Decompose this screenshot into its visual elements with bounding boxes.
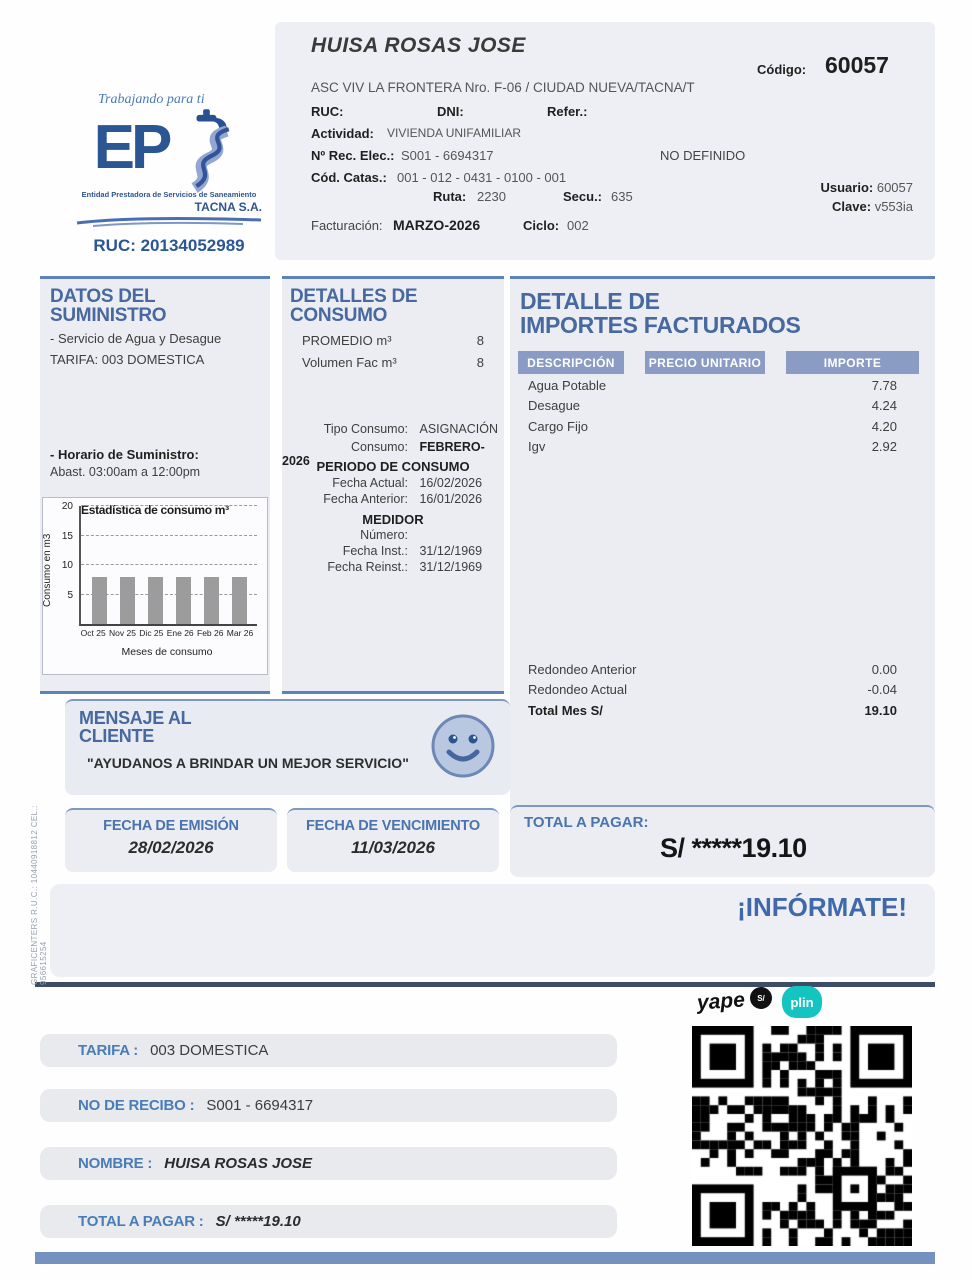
service-type: - Servicio de Agua y Desague bbox=[50, 331, 222, 346]
row-desc: Agua Potable bbox=[528, 378, 607, 393]
informate-text: ¡INFÓRMATE! bbox=[737, 892, 907, 922]
medidor-heading: MEDIDOR bbox=[362, 512, 424, 527]
footer-recibo-value: S001 - 6694317 bbox=[206, 1097, 314, 1114]
importes-title-line1: DETALLE DE bbox=[520, 288, 660, 314]
fecha-actual-value: 16/02/2026 bbox=[419, 476, 483, 490]
chart-xtick: Mar 26 bbox=[226, 628, 254, 638]
logo-brand-text: EP bbox=[93, 113, 169, 182]
fecha-vencimiento-box bbox=[287, 808, 499, 872]
footer-nombre-value: HUISA ROSAS JOSE bbox=[164, 1155, 313, 1172]
secu-value: 635 bbox=[611, 189, 633, 204]
fecha-reinst-row bbox=[282, 560, 504, 574]
usuario-label: Usuario: bbox=[820, 180, 874, 195]
total-mes-value: 19.10 bbox=[864, 703, 897, 718]
table-row bbox=[528, 378, 897, 393]
row-desc: Desague bbox=[528, 398, 581, 413]
detalles-consumo-panel bbox=[282, 276, 504, 694]
promedio-row bbox=[302, 333, 484, 348]
codigo-value: 60057 bbox=[825, 52, 889, 78]
cod-catas-value: 001 - 012 - 0431 - 0100 - 001 bbox=[397, 170, 567, 185]
chart-bar bbox=[232, 577, 247, 624]
column-descripcion: DESCRIPCIÓN bbox=[518, 351, 624, 374]
logo-subtitle: Entidad Prestadora de Servicios de Saneamiento bbox=[81, 190, 257, 199]
cod-catas-label: Cód. Catas.: bbox=[311, 170, 387, 185]
chart-gridline bbox=[81, 594, 257, 595]
volumen-label: Volumen Fac m³ bbox=[302, 355, 397, 370]
footer-total-label: TOTAL A PAGAR : bbox=[78, 1213, 204, 1230]
chart-yaxis bbox=[49, 501, 77, 624]
total-mes-label: Total Mes S/ bbox=[528, 703, 603, 718]
company-ruc: RUC: 20134052989 bbox=[93, 236, 245, 255]
fecha-vencimiento-value: 11/03/2026 bbox=[351, 838, 435, 857]
total-mes-row bbox=[528, 703, 897, 718]
numero-row bbox=[282, 528, 504, 542]
datos-suministro-panel bbox=[40, 276, 270, 694]
fecha-emision-box bbox=[65, 808, 277, 872]
tipo-consumo-label: Tipo Consumo: bbox=[323, 422, 408, 436]
footer-row-recibo bbox=[40, 1089, 617, 1122]
chart-bar bbox=[148, 577, 163, 624]
redondeo-actual-label: Redondeo Actual bbox=[528, 682, 628, 697]
detalles-consumo-title bbox=[290, 287, 417, 326]
logo-company-name: TACNA S.A. bbox=[194, 200, 262, 214]
consumo-value: FEBRERO-2026 bbox=[282, 440, 485, 468]
total-pagar-box bbox=[510, 805, 935, 877]
chart-gridline bbox=[81, 535, 257, 536]
table-row bbox=[528, 439, 897, 454]
refer-label: Refer.: bbox=[547, 104, 588, 119]
footer-row-tarifa bbox=[40, 1034, 617, 1067]
row-desc: Igv bbox=[528, 439, 546, 454]
column-importe: IMPORTE bbox=[786, 351, 919, 374]
codigo-label: Código: bbox=[757, 62, 807, 77]
fecha-anterior-row bbox=[282, 492, 504, 506]
importes-title-line2: IMPORTES FACTURADOS bbox=[520, 312, 801, 339]
footer-recibo-label: NO DE RECIBO : bbox=[78, 1097, 195, 1114]
chart-xtick: Oct 25 bbox=[80, 628, 106, 638]
footer-row-total bbox=[40, 1205, 617, 1238]
redondeo-actual-row bbox=[528, 682, 897, 697]
consumo-title-line2: CONSUMO bbox=[290, 305, 388, 327]
consumo-label: Consumo: bbox=[351, 440, 408, 454]
ciclo-label: Ciclo: bbox=[523, 218, 560, 233]
chart-xtick: Nov 25 bbox=[109, 628, 136, 638]
fecha-anterior-value: 16/01/2026 bbox=[419, 492, 483, 506]
chart-ytick: 20 bbox=[61, 501, 73, 512]
chart-gridline bbox=[81, 505, 257, 506]
chart-x-axis-label: Meses de consumo bbox=[121, 646, 213, 658]
smiley-icon bbox=[430, 713, 496, 784]
redondeo-anterior-value: 0.00 bbox=[871, 662, 897, 677]
redondeo-actual-value: -0.04 bbox=[867, 682, 897, 697]
total-pagar-label: TOTAL A PAGAR: bbox=[524, 814, 649, 831]
chart-ytick: 10 bbox=[61, 560, 73, 571]
chart-y-axis-label: Consumo en m3 bbox=[42, 533, 53, 607]
footer-tarifa-value: 003 DOMESTICA bbox=[150, 1042, 269, 1059]
ruta-label: Ruta: bbox=[433, 189, 467, 204]
numero-label: Número: bbox=[360, 528, 408, 542]
water-swirl-icon bbox=[168, 108, 244, 199]
facturacion-value: MARZO-2026 bbox=[393, 217, 481, 233]
chart-bar bbox=[176, 577, 191, 624]
volumen-value: 8 bbox=[476, 355, 484, 370]
usuario-value: 60057 bbox=[876, 180, 913, 195]
tipo-consumo-value: ASIGNACIÓN bbox=[419, 422, 498, 436]
footer-total-value: S/ *****19.10 bbox=[215, 1213, 301, 1230]
dni-label: DNI: bbox=[437, 104, 464, 119]
consumption-chart bbox=[42, 497, 268, 675]
chart-ytick: 5 bbox=[67, 589, 73, 601]
chart-plot bbox=[79, 506, 257, 626]
usuario-row bbox=[775, 180, 913, 195]
redondeo-anterior-row bbox=[528, 662, 897, 677]
volumen-row bbox=[302, 355, 484, 370]
company-logo bbox=[70, 92, 268, 256]
wave-swoosh-icon bbox=[70, 214, 268, 232]
logo-brand-row bbox=[70, 108, 268, 194]
table-row bbox=[528, 419, 897, 434]
chart-bar bbox=[120, 577, 135, 624]
chart-ytick: 15 bbox=[61, 530, 73, 542]
row-importe: 4.20 bbox=[871, 419, 897, 434]
footer-nombre-label: NOMBRE : bbox=[78, 1155, 153, 1172]
chart-xtick: Feb 26 bbox=[197, 628, 224, 638]
mensaje-title-line1: MENSAJE AL bbox=[79, 708, 192, 728]
clave-row bbox=[775, 199, 913, 214]
fecha-inst-value: 31/12/1969 bbox=[419, 544, 483, 558]
logo-tagline: Trabajando para ti bbox=[98, 92, 205, 107]
datos-suministro-title bbox=[50, 287, 166, 326]
chart-xtick: Ene 26 bbox=[166, 628, 194, 638]
footer-tarifa-label: TARIFA : bbox=[78, 1042, 139, 1059]
chart-bars bbox=[81, 506, 257, 624]
fecha-vencimiento-title: FECHA DE VENCIMIENTO bbox=[305, 818, 481, 834]
datos-title-line1: DATOS DEL bbox=[50, 286, 156, 307]
horario-label: - Horario de Suministro: bbox=[50, 447, 199, 462]
fecha-actual-label: Fecha Actual: bbox=[332, 476, 408, 490]
table-row bbox=[528, 398, 897, 413]
plin-logo: plin bbox=[782, 986, 822, 1018]
fecha-emision-value: 28/02/2026 bbox=[128, 838, 214, 857]
fecha-reinst-value: 31/12/1969 bbox=[419, 560, 483, 574]
fecha-inst-label: Fecha Inst.: bbox=[342, 544, 408, 558]
mensaje-quote: "AYUDANOS A BRINDAR UN MEJOR SERVICIO" bbox=[87, 755, 409, 771]
promedio-label: PROMEDIO m³ bbox=[302, 333, 392, 348]
yape-logo: yape bbox=[696, 988, 746, 1015]
mensaje-title-line2: CLIENTE bbox=[79, 726, 154, 747]
chart-gridline bbox=[81, 564, 257, 565]
qr-code bbox=[692, 1026, 912, 1246]
secu-label: Secu.: bbox=[563, 189, 603, 204]
clave-value: v553ia bbox=[874, 199, 913, 214]
row-importe: 7.78 bbox=[871, 378, 897, 393]
chart-bar bbox=[92, 577, 107, 624]
chart-bar bbox=[204, 577, 219, 624]
rec-elec-label: Nº Rec. Elec.: bbox=[311, 148, 395, 163]
fecha-emision-title: FECHA DE EMISIÓN bbox=[103, 818, 239, 834]
importes-panel bbox=[510, 276, 935, 808]
chart-xtick: Dic 25 bbox=[139, 628, 164, 638]
footer-accent-bar bbox=[35, 1252, 935, 1264]
customer-address: ASC VIV LA FRONTERA Nro. F-06 / CIUDAD NUEVA/TACNA/T bbox=[311, 80, 695, 95]
fecha-reinst-label: Fecha Reinst.: bbox=[327, 560, 408, 574]
datos-title-line2: SUMINISTRO bbox=[50, 305, 167, 327]
row-desc: Cargo Fijo bbox=[528, 419, 588, 434]
clave-label: Clave: bbox=[832, 199, 872, 214]
importes-table-header bbox=[518, 351, 919, 374]
fecha-anterior-label: Fecha Anterior: bbox=[323, 492, 408, 506]
facturacion-label: Facturación: bbox=[311, 218, 383, 233]
horario-value: Abast. 03:00am a 12:00pm bbox=[50, 465, 201, 479]
chart-title: Estadística de consumo m³ bbox=[81, 503, 229, 517]
row-importe: 4.24 bbox=[871, 398, 897, 413]
rec-elec-value: S001 - 6694317 bbox=[401, 148, 494, 163]
importes-title bbox=[520, 289, 801, 337]
chart-xlabels bbox=[79, 628, 255, 638]
printer-credit-text: GRAFICENTERS R.U.C.: 10440918812 CEL.: 956615254 bbox=[30, 805, 48, 985]
consumo-title-line1: DETALLES DE bbox=[290, 286, 418, 307]
mensaje-cliente-panel bbox=[65, 699, 510, 795]
informate-panel bbox=[50, 884, 935, 977]
total-pagar-value: S/ *****19.10 bbox=[660, 833, 807, 863]
actividad-label: Actividad: bbox=[311, 126, 374, 141]
redondeo-anterior-label: Redondeo Anterior bbox=[528, 662, 637, 677]
yape-badge-icon: S/ bbox=[750, 987, 772, 1009]
fecha-inst-row bbox=[282, 544, 504, 558]
mensaje-title bbox=[79, 709, 191, 746]
promedio-value: 8 bbox=[476, 333, 484, 348]
column-precio-unitario: PRECIO UNITARIO bbox=[645, 351, 765, 374]
customer-header-panel bbox=[275, 22, 935, 260]
actividad-value: VIVIENDA UNIFAMILIAR bbox=[387, 126, 522, 140]
ruc-label: RUC: bbox=[311, 104, 344, 119]
tipo-consumo-row bbox=[282, 422, 504, 436]
customer-name: HUISA ROSAS JOSE bbox=[311, 34, 526, 57]
footer-row-nombre bbox=[40, 1147, 617, 1180]
periodo-heading: PERIODO DE CONSUMO bbox=[316, 459, 470, 474]
row-importe: 2.92 bbox=[871, 439, 897, 454]
tarifa-line: TARIFA: 003 DOMESTICA bbox=[50, 352, 205, 367]
ruta-value: 2230 bbox=[477, 189, 506, 204]
ciclo-value: 002 bbox=[567, 218, 589, 233]
fecha-actual-row bbox=[282, 476, 504, 490]
no-definido-text: NO DEFINIDO bbox=[660, 148, 746, 163]
